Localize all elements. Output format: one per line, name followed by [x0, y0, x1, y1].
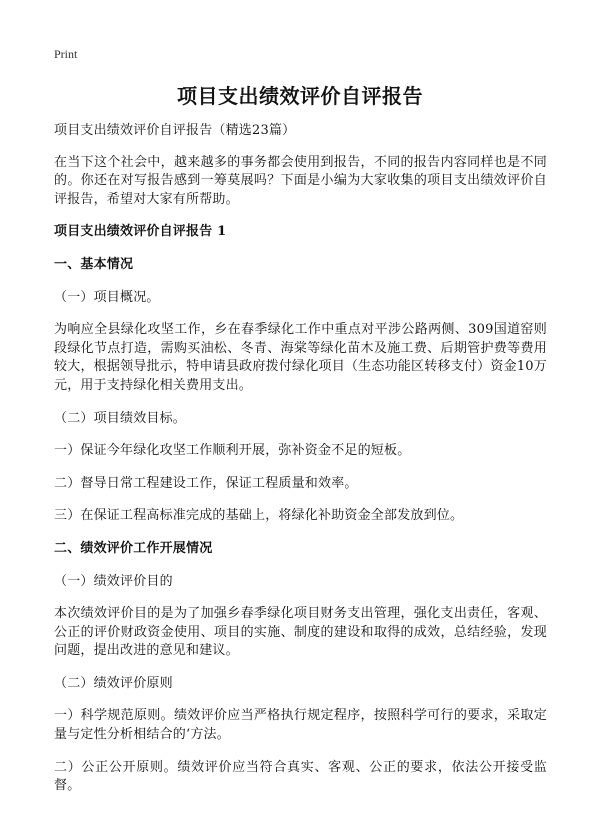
project-overview-paragraph: 为响应全县绿化攻坚工作，乡在春季绿化工作中重点对平涉公路两侧、309国道窑则段绿化节点打造，需购买油松、冬青、海棠等绿化苗木及施工费、后期管护费等费用较大，根据领导批示，特申请县政府拨付绿化项目（生态功能区转移支付）资金10万元，用于支持绿化相关费用支出。 [54, 322, 547, 393]
intro-paragraph: 在当下这个社会中，越来越多的事务都会使用到报告，不同的报告内容同样也是不同的。你还在对写报告感到一筹莫展吗？下面是小编为大家收集的项目支出绩效评价自评报告，希望对大家有所帮助。 [54, 154, 547, 207]
print-link[interactable]: Print [54, 47, 78, 61]
document-body [54, 122, 547, 796]
goal-item: 二）督导日常工程建设工作，保证工程质量和效率。 [54, 475, 358, 491]
subheading-project-overview: （一）项目概况。 [54, 289, 160, 305]
section-heading-basic: 一、基本情况 [54, 256, 134, 272]
goal-item: 一）保证今年绿化攻坚工作顺利开展，弥补资金不足的短板。 [54, 443, 411, 459]
goal-item: 三）在保证工程高标准完成的基础上，将绿化补助资金全部发放到位。 [54, 508, 464, 524]
report-heading: 项目支出绩效评价自评报告 1 [54, 224, 227, 240]
subheading-performance-goals: （二）项目绩效目标。 [54, 410, 187, 426]
evaluation-purpose-paragraph: 本次绩效评价目的是为了加强乡春季绿化项目财务支出管理，强化支出责任，客观、公正的评价财政资金使用、项目的实施、制度的建设和取得的成效，总结经验，发现问题，提出改进的意见和建议。 [54, 606, 547, 659]
page-title: 项目支出绩效评价自评报告 [177, 84, 423, 108]
subheading-evaluation-purpose: （一）绩效评价目的 [54, 573, 173, 589]
section-heading-evaluation: 二、绩效评价工作开展情况 [54, 540, 213, 556]
document-subtitle: 项目支出绩效评价自评报告（精选23篇） [54, 123, 296, 138]
principle-item: 一）科学规范原则。绩效评价应当严格执行规定程序，按照科学可行的要求，采取定量与定性分析相结合的‘方法。 [54, 708, 547, 743]
subheading-evaluation-principles: （二）绩效评价原则 [54, 675, 173, 691]
principle-item: 二）公正公开原则。绩效评价应当符合真实、客观、公正的要求，依法公开接受监督。 [54, 759, 547, 794]
